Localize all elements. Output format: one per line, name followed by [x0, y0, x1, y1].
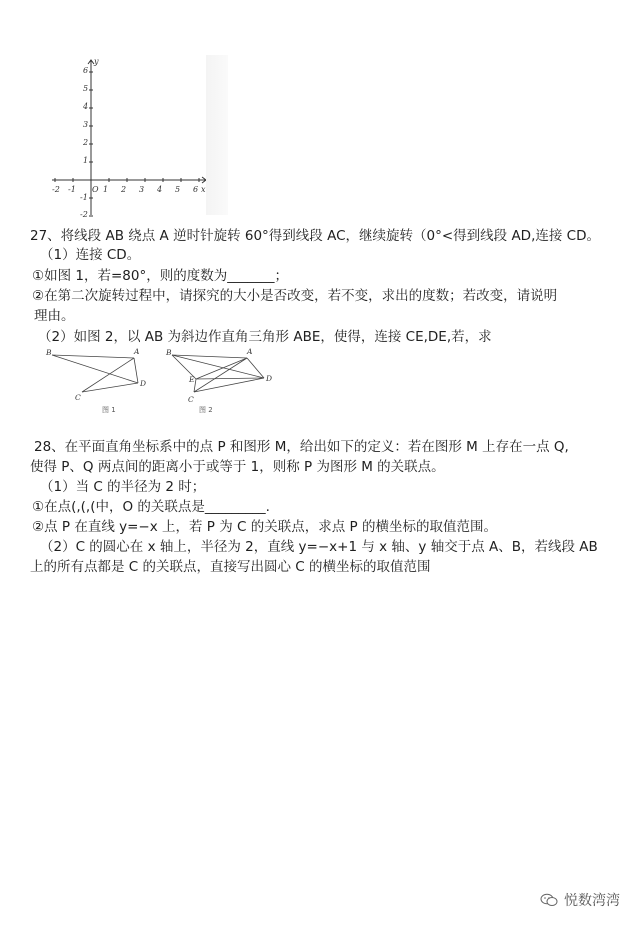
watermark-text: 悦数湾湾	[564, 893, 620, 909]
y-tick-3: 3	[83, 120, 89, 129]
q27-part2: （2）如图 2，以 AB 为斜边作直角三角形 ABE，使得，连接 CE,DE,若，求	[38, 329, 492, 345]
q27-part1-1: ①如图 1，若=80°，则的度数为_______；	[32, 268, 288, 284]
y-tick-neg1: -1	[80, 193, 88, 202]
wechat-icon	[540, 893, 558, 907]
figure-2-lines	[172, 355, 264, 392]
fig1-label-d: D	[140, 379, 147, 388]
q28-part2a: （2）C 的圆心在 x 轴上，半径为 2，直线 y=−x+1 与 x 轴、y 轴交于点 A、B，若线段 AB	[40, 539, 598, 555]
scan-shadow	[206, 55, 228, 215]
coordinate-axes-figure	[38, 55, 228, 225]
q28-part2b: 上的所有点都是 C 的关联点，直接写出圆心 C 的横坐标的取值范围	[30, 559, 431, 575]
fig2-label-a: A	[247, 347, 253, 356]
y-tick-4: 4	[83, 102, 89, 111]
fig1-caption: 图 1	[102, 406, 116, 414]
fig2-label-c: C	[188, 395, 194, 404]
origin-label: O	[92, 185, 99, 194]
x-tick-4: 4	[157, 185, 163, 194]
y-tick-5: 5	[83, 84, 89, 93]
fig1-label-b: B	[46, 348, 52, 357]
q27-stem: 27、将线段 AB 绕点 A 逆时针旋转 60°得到线段 AC，继续旋转（0°<得到线段 AD,连接 CD。	[30, 228, 600, 244]
q28-part1: （1）当 C 的半径为 2 时；	[40, 479, 206, 495]
fig2-label-e: E	[189, 375, 195, 384]
x-tick-3: 3	[139, 185, 145, 194]
fig1-label-c: C	[75, 393, 81, 402]
fig2-caption: 图 2	[199, 406, 213, 414]
q28-part1-2: ②点 P 在直线 y=−x 上，若 P 为 C 的关联点，求点 P 的横坐标的取值范围。	[32, 519, 497, 535]
q28-stem-b: 使得 P、Q 两点间的距离小于或等于 1，则称 P 为图形 M 的关联点。	[30, 459, 445, 475]
x-tick-1: 1	[103, 185, 109, 194]
fig2-label-b: B	[166, 348, 172, 357]
y-tick-1: 1	[83, 156, 89, 165]
y-tick-6: 6	[83, 66, 89, 75]
q27-figures	[44, 345, 284, 417]
q27-figures-svg	[44, 345, 284, 417]
x-tick-2: 2	[121, 185, 127, 194]
x-tick-neg1: -1	[68, 185, 76, 194]
y-tick-neg2: -2	[80, 210, 88, 219]
q28-part1-1: ①在点(,(,(中，O 的关联点是_________.	[32, 499, 270, 515]
watermark	[540, 890, 620, 910]
x-tick-6: 6	[193, 185, 199, 194]
x-tick-5: 5	[175, 185, 181, 194]
q28-stem-a: 28、在平面直角坐标系中的点 P 和图形 M，给出如下的定义：若在图形 M 上存在一点 Q,	[34, 439, 569, 455]
fig1-label-a: A	[134, 347, 140, 356]
q27-part1: （1）连接 CD。	[40, 247, 141, 263]
y-tick-2: 2	[83, 138, 89, 147]
axes-svg	[38, 55, 228, 225]
q27-part1-2b: 理由。	[34, 308, 75, 324]
y-axis-label: y	[94, 57, 99, 66]
q27-part1-2a: ②在第二次旋转过程中，请探究的大小是否改变，若不变，求出的度数；若改变，请说明	[32, 288, 558, 304]
x-axis-label: x	[201, 185, 206, 194]
x-tick-neg2: -2	[52, 185, 60, 194]
fig2-label-d: D	[266, 374, 273, 383]
figure-1-lines	[52, 355, 138, 392]
